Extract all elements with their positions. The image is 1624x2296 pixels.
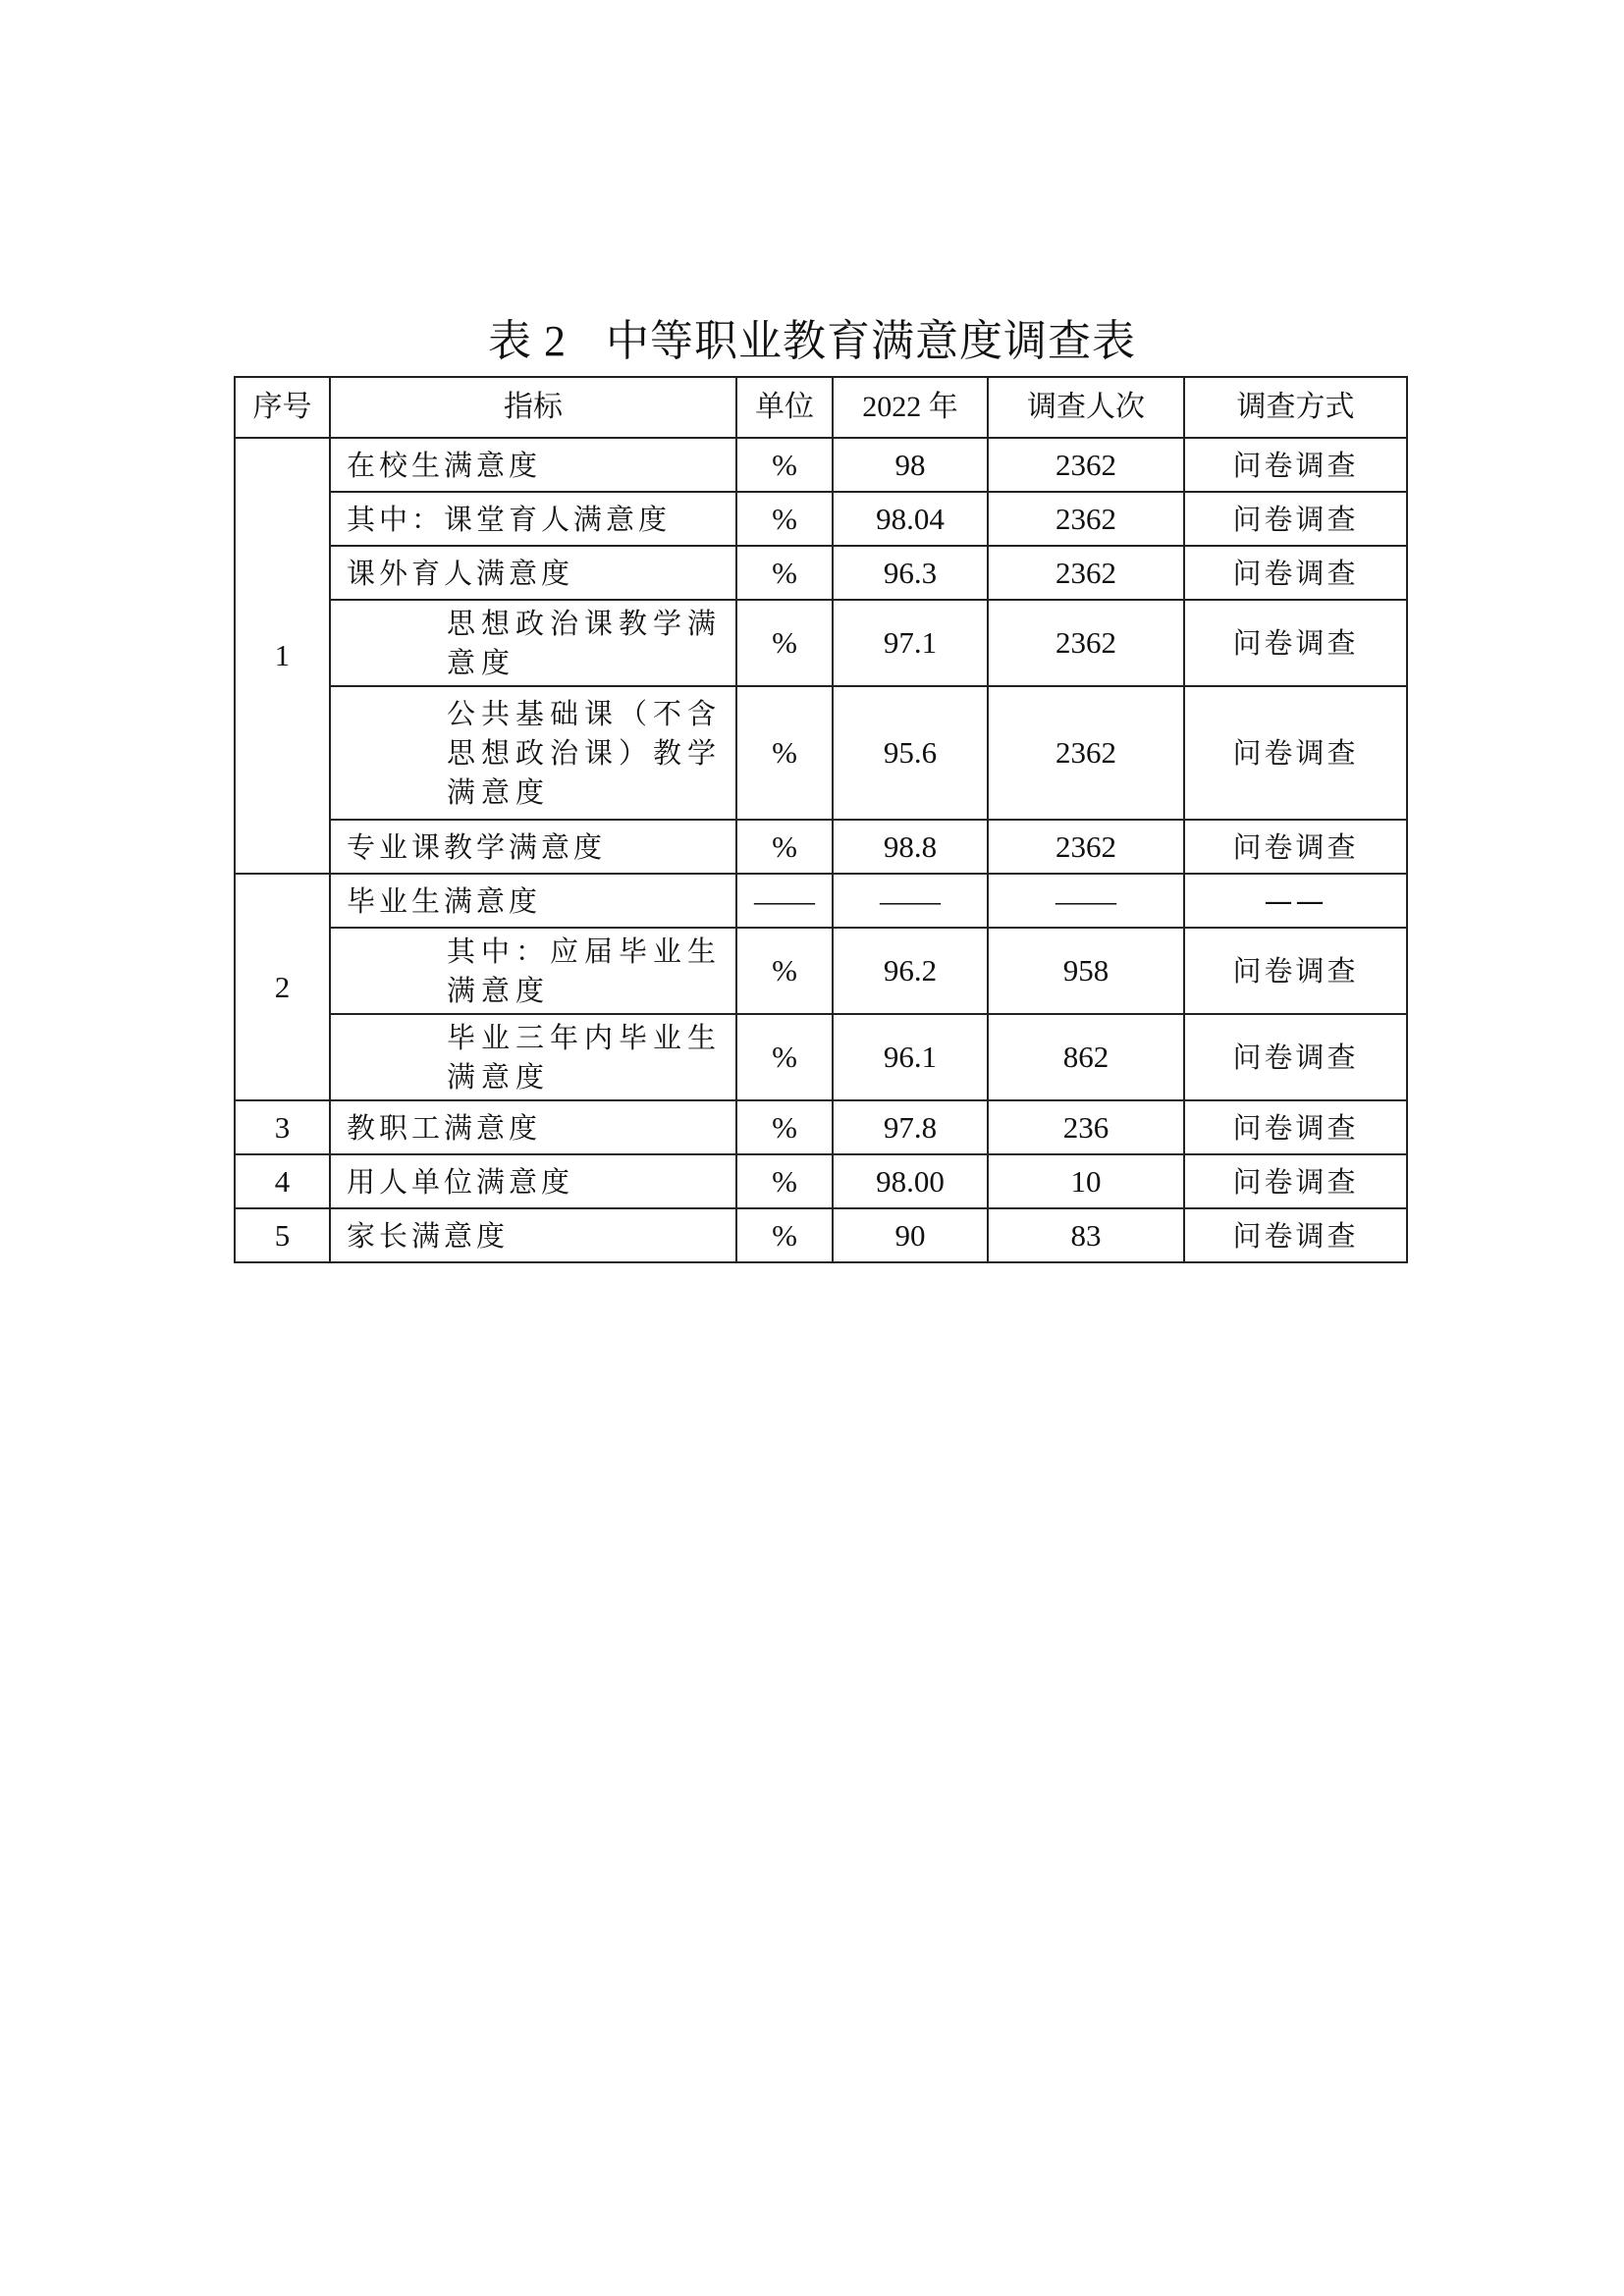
page-title xyxy=(0,312,1624,371)
unit-cell: % xyxy=(736,1154,833,1208)
method-cell: 问卷调查 xyxy=(1184,492,1407,546)
indicator-cell: 其中：课堂育人满意度 xyxy=(330,492,736,546)
count-cell: 2362 xyxy=(988,600,1184,686)
indicator-cell: 专业课教学满意度 xyxy=(330,820,736,874)
indicator-cell: 用人单位满意度 xyxy=(330,1154,736,1208)
header-row xyxy=(235,377,1407,438)
value-cell: 96.1 xyxy=(833,1014,988,1100)
value-cell: 98 xyxy=(833,438,988,492)
indicator-cell: 教职工满意度 xyxy=(330,1100,736,1154)
value-cell: 97.8 xyxy=(833,1100,988,1154)
indicator-cell: 其中：应届毕业生满意度 xyxy=(330,928,736,1014)
table-row xyxy=(235,492,1407,546)
unit-cell: —— xyxy=(736,874,833,928)
count-cell: 862 xyxy=(988,1014,1184,1100)
table-row xyxy=(235,928,1407,1014)
satisfaction-survey-table xyxy=(234,376,1408,1263)
seq-cell: 3 xyxy=(235,1100,330,1154)
method-cell: —— xyxy=(1184,874,1407,928)
value-cell: 96.2 xyxy=(833,928,988,1014)
header-count: 调查人次 xyxy=(988,377,1184,438)
indicator-cell: 毕业生满意度 xyxy=(330,874,736,928)
unit-cell: % xyxy=(736,600,833,686)
seq-cell: 5 xyxy=(235,1208,330,1262)
count-cell: 2362 xyxy=(988,492,1184,546)
table-row xyxy=(235,820,1407,874)
unit-cell: % xyxy=(736,1208,833,1262)
unit-cell: % xyxy=(736,438,833,492)
method-cell: 问卷调查 xyxy=(1184,600,1407,686)
value-cell: 98.04 xyxy=(833,492,988,546)
method-cell: 问卷调查 xyxy=(1184,686,1407,820)
method-cell: 问卷调查 xyxy=(1184,928,1407,1014)
count-cell: —— xyxy=(988,874,1184,928)
table-row xyxy=(235,1100,1407,1154)
unit-cell: % xyxy=(736,820,833,874)
value-cell: 97.1 xyxy=(833,600,988,686)
indicator-cell: 公共基础课（不含思想政治课）教学满意度 xyxy=(330,686,736,820)
indicator-cell: 思想政治课教学满意度 xyxy=(330,600,736,686)
count-cell: 2362 xyxy=(988,820,1184,874)
table-row xyxy=(235,600,1407,686)
count-cell: 83 xyxy=(988,1208,1184,1262)
count-cell: 10 xyxy=(988,1154,1184,1208)
header-unit: 单位 xyxy=(736,377,833,438)
count-cell: 2362 xyxy=(988,438,1184,492)
unit-cell: % xyxy=(736,686,833,820)
value-cell: 98.8 xyxy=(833,820,988,874)
table-row xyxy=(235,546,1407,600)
header-indicator: 指标 xyxy=(330,377,736,438)
method-cell: 问卷调查 xyxy=(1184,820,1407,874)
table-row xyxy=(235,1208,1407,1262)
seq-cell: 2 xyxy=(235,874,330,1100)
table-row xyxy=(235,438,1407,492)
count-cell: 2362 xyxy=(988,546,1184,600)
value-cell: 96.3 xyxy=(833,546,988,600)
header-method: 调查方式 xyxy=(1184,377,1407,438)
value-cell: 95.6 xyxy=(833,686,988,820)
header-year: 2022 年 xyxy=(833,377,988,438)
method-cell: 问卷调查 xyxy=(1184,1154,1407,1208)
value-cell: —— xyxy=(833,874,988,928)
table-number: 表 2 xyxy=(488,317,567,365)
seq-cell: 4 xyxy=(235,1154,330,1208)
indicator-cell: 毕业三年内毕业生满意度 xyxy=(330,1014,736,1100)
unit-cell: % xyxy=(736,928,833,1014)
count-cell: 236 xyxy=(988,1100,1184,1154)
indicator-cell: 家长满意度 xyxy=(330,1208,736,1262)
method-cell: 问卷调查 xyxy=(1184,438,1407,492)
indicator-cell: 课外育人满意度 xyxy=(330,546,736,600)
count-cell: 2362 xyxy=(988,686,1184,820)
table-row xyxy=(235,1154,1407,1208)
table-title-text: 中等职业教育满意度调查表 xyxy=(606,316,1136,366)
method-cell: 问卷调查 xyxy=(1184,1208,1407,1262)
unit-cell: % xyxy=(736,492,833,546)
count-cell: 958 xyxy=(988,928,1184,1014)
table-row xyxy=(235,874,1407,928)
value-cell: 90 xyxy=(833,1208,988,1262)
seq-cell: 1 xyxy=(235,438,330,874)
method-cell: 问卷调查 xyxy=(1184,1100,1407,1154)
header-seq: 序号 xyxy=(235,377,330,438)
unit-cell: % xyxy=(736,546,833,600)
table-row xyxy=(235,686,1407,820)
method-cell: 问卷调查 xyxy=(1184,1014,1407,1100)
value-cell: 98.00 xyxy=(833,1154,988,1208)
table-row xyxy=(235,1014,1407,1100)
indicator-cell: 在校生满意度 xyxy=(330,438,736,492)
method-cell: 问卷调查 xyxy=(1184,546,1407,600)
unit-cell: % xyxy=(736,1100,833,1154)
unit-cell: % xyxy=(736,1014,833,1100)
